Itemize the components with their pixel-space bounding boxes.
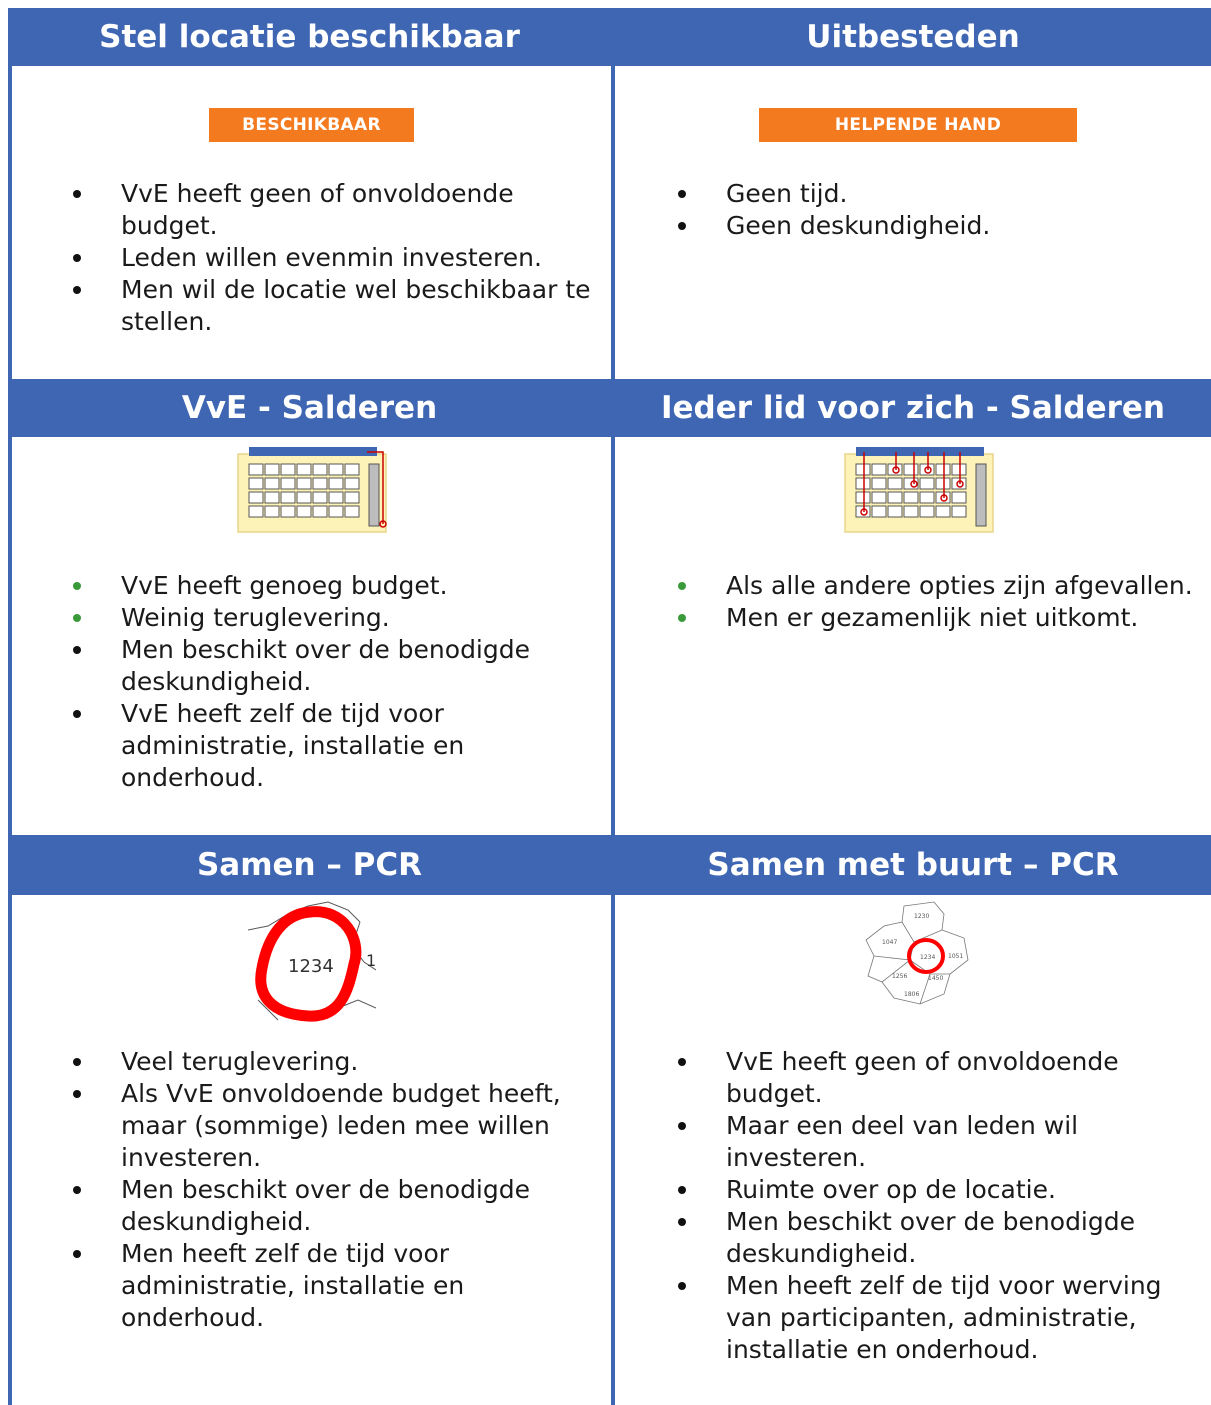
map-label: 1256 [892, 973, 908, 980]
list-item: Weinig teruglevering. [121, 602, 591, 634]
list-item: Geen deskundigheid. [726, 210, 1196, 242]
list-vve-salderen [121, 570, 591, 794]
header-samen-buurt-pcr: Samen met buurt – PCR [615, 835, 1211, 895]
left-border [8, 8, 12, 1405]
middle-divider [611, 8, 615, 1405]
list-item: Men heeft zelf de tijd voor werving van participanten, administratie, installatie en onderhoud. [726, 1270, 1196, 1366]
list-uitbesteden [726, 178, 1196, 242]
list-item: Veel teruglevering. [121, 1046, 591, 1078]
map-label: 1047 [882, 939, 898, 946]
tag-helpende-hand: HELPENDE HAND [759, 108, 1077, 142]
map-label: 1230 [914, 913, 930, 920]
map-label: 1051 [948, 953, 964, 960]
building-individual-meters-icon [844, 446, 996, 536]
comparison-grid [8, 8, 1211, 1405]
building-collective-meter-icon [237, 446, 389, 536]
list-item: VvE heeft geen of onvoldoende budget. [726, 1046, 1196, 1110]
list-item: Men beschikt over de benodigde deskundigheid. [121, 1174, 591, 1238]
postcode-circle-icon [248, 900, 376, 1022]
neighbourhood-map-icon [864, 900, 976, 1006]
list-stel-locatie [121, 178, 591, 338]
list-item: Als VvE onvoldoende budget heeft, maar (sommige) leden mee willen investeren. [121, 1078, 591, 1174]
list-item: Als alle andere opties zijn afgevallen. [726, 570, 1196, 602]
list-item: Leden willen evenmin investeren. [121, 242, 591, 274]
header-samen-pcr: Samen – PCR [8, 835, 611, 895]
tag-beschikbaar: BESCHIKBAAR [209, 108, 414, 142]
list-item: Geen tijd. [726, 178, 1196, 210]
header-stel-locatie: Stel locatie beschikbaar [8, 8, 611, 66]
header-uitbesteden: Uitbesteden [615, 8, 1211, 66]
header-ieder-lid: Ieder lid voor zich - Salderen [615, 379, 1211, 437]
list-item: Maar een deel van leden wil investeren. [726, 1110, 1196, 1174]
list-item: Men heeft zelf de tijd voor administratie, installatie en onderhoud. [121, 1238, 591, 1334]
list-item: Men er gezamenlijk niet uitkomt. [726, 602, 1196, 634]
header-vve-salderen: VvE - Salderen [8, 379, 611, 437]
map-label: 1450 [928, 975, 944, 982]
list-item: VvE heeft zelf de tijd voor administratie, installatie en onderhoud. [121, 698, 591, 794]
map-label: 1806 [904, 991, 920, 998]
map-label: 1234 [920, 954, 936, 961]
list-samen-pcr [121, 1046, 591, 1334]
list-item: VvE heeft geen of onvoldoende budget. [121, 178, 591, 242]
list-item: Men beschikt over de benodigde deskundigheid. [121, 634, 591, 698]
postcode-label: 1234 [288, 956, 334, 977]
list-item: VvE heeft genoeg budget. [121, 570, 591, 602]
list-item: Men beschikt over de benodigde deskundigheid. [726, 1206, 1196, 1270]
list-item: Men wil de locatie wel beschikbaar te stellen. [121, 274, 591, 338]
list-ieder-lid [726, 570, 1196, 634]
list-samen-buurt-pcr [726, 1046, 1196, 1366]
svg-text:1: 1 [366, 951, 376, 970]
list-item: Ruimte over op de locatie. [726, 1174, 1196, 1206]
